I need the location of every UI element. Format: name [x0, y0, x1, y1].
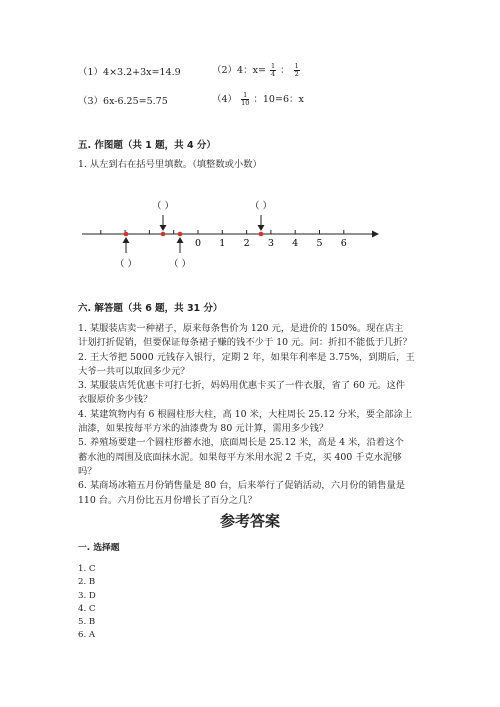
red-point-2 — [161, 232, 166, 237]
answer-item: 5. B — [78, 617, 96, 628]
answer-item: 6. A — [78, 630, 96, 641]
answer-item: 2. B — [78, 577, 96, 588]
question-line: 4. 某建筑物内有 6 根圆柱形大柱，高 10 米，大柱周长 25.12 分米，要全部涂上 — [78, 408, 413, 420]
red-point-1 — [124, 232, 129, 237]
section-5-question: 1. 从左到右在括号里填数。（填整数或小数） — [78, 159, 262, 170]
number-line-tick-label: 2 — [243, 238, 250, 249]
equation-2 — [212, 62, 301, 78]
number-line-tick-label: 0 — [194, 238, 202, 249]
question-line: 1. 某服装店卖一种裙子，原来每条售价为 120 元，是进价的 150%。现在店主 — [78, 323, 404, 334]
question-line: 5. 养殖场要建一个圆柱形蓄水池，底面周长是 25.12 米，高是 4 米，沿着这个 — [78, 437, 404, 449]
top-parenthesis-right: （ ） — [249, 201, 273, 212]
question-line: 衣服原价多少钱？ — [78, 394, 153, 406]
question-line: 油漆，如果按每平方米的油漆费为 80 元计算，需用多少钱？ — [78, 423, 329, 435]
equation-4 — [212, 91, 304, 107]
question-line: 大爷一共可以取回多少元？ — [78, 365, 190, 377]
up-arrow-left-icon — [123, 237, 130, 243]
number-line-tick-label: 4 — [292, 238, 299, 249]
question-line: 蓄水池的周围及底面抹水泥。如果每平方米用水泥 2 千克，买 400 千克水泥够 — [78, 451, 402, 463]
equation-2-fraction-1: $\frac{1}{4}$ — [270, 62, 276, 78]
equation-2-label: （2）4：x= — [212, 65, 266, 76]
equation-4-rest: ：10=6：x — [253, 94, 304, 105]
number-line-tick-label: 3 — [267, 238, 274, 249]
answer-item: 1. C — [78, 564, 96, 574]
number-line-arrowhead — [372, 231, 379, 238]
down-arrow-left-icon — [160, 225, 167, 231]
answers-list — [78, 564, 96, 644]
question-line: 2. 王大爷把 5000 元钱存入银行，定期 2 年，如果年利率是 3.75%，到期后，王 — [78, 351, 415, 363]
question-line: 6. 某商场冰箱五月份销售量是 80 台，后来举行了促销活动，六月份的销售量是 — [78, 480, 406, 492]
answers-section-heading: 一. 选择题 — [78, 543, 120, 553]
up-arrow-right-icon — [177, 237, 184, 243]
equation-3: （3）6x-6.25=5.75 — [78, 96, 168, 107]
answers-title: 参考答案 — [219, 512, 280, 530]
section-6-body — [78, 322, 415, 508]
equation-1: （1）4×3.2+3x=14.9 — [78, 67, 181, 78]
equation-2-colon: ： — [280, 65, 290, 76]
question-line: 计划打折促销，但要保证每条裙子赚的钱不少于 10 元。问：折扣不能低于几折？ — [78, 337, 412, 349]
number-line-tick-label: 1 — [219, 238, 226, 249]
question-line: 吗？ — [78, 465, 97, 477]
question-line: 3. 某服装店凭优惠卡可打七折，妈妈用优惠卡买了一件衣服，省了 60 元。这件 — [78, 380, 406, 392]
bottom-parenthesis-right: （ ） — [168, 259, 192, 270]
equation-2-fraction-2: $\frac{1}{2}$ — [294, 62, 299, 78]
equation-4-fraction: $\frac{1}{10}$ — [241, 91, 250, 107]
red-point-4 — [259, 232, 264, 237]
down-arrow-right-icon — [258, 225, 265, 231]
question-line: 110 台。六月份比五月份增长了百分之几？ — [78, 494, 257, 506]
top-parenthesis-left: （ ） — [151, 201, 175, 212]
red-point-3 — [178, 232, 183, 237]
number-line-tick-label: 5 — [316, 238, 323, 249]
answer-item: 4. C — [78, 603, 96, 614]
number-line-figure — [70, 195, 390, 273]
bottom-parenthesis-left: （ ） — [114, 259, 138, 270]
answer-item: 3. D — [78, 590, 96, 601]
number-line-ticks — [101, 230, 347, 249]
section-5-heading: 五. 作图题（共 1 题，共 4 分） — [78, 140, 216, 151]
number-line-tick-label: 6 — [340, 238, 347, 249]
section-6-heading: 六. 解答题（共 6 题，共 31 分） — [78, 303, 223, 314]
equation-4-label: （4） — [212, 94, 238, 105]
